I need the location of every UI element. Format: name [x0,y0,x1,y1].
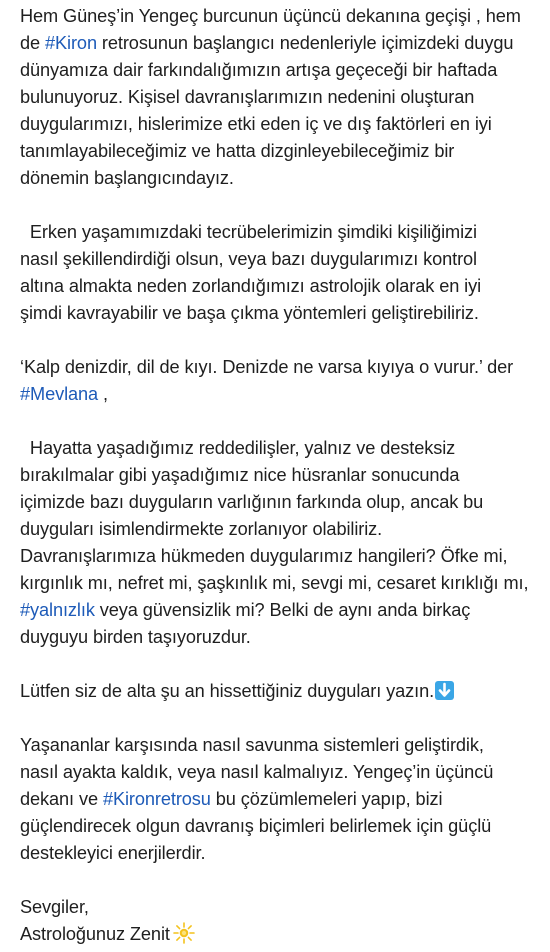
author-name: Astroloğunuz Zenit [20,924,170,944]
text-line [20,678,536,705]
paragraph-6 [20,732,536,867]
text-line: destekleyici enerjilerdir. [20,843,206,863]
text-fragment: veya güvensizlik mi? Belki de aynı anda birkaç [94,600,471,620]
text-line: Erken yaşamımızdaki tecrübelerimizin şimdiki kişiliğimizi [20,222,477,242]
text-line [20,381,536,408]
signoff [20,894,536,948]
text-fragment: de [20,33,45,53]
hashtag-mevlana-link[interactable]: #Mevlana [20,384,99,404]
text-line: bırakılmalar gibi yaşadığımız nice hüsranlar sonucunda [20,465,460,485]
text-fragment: dekanı ve [20,789,103,809]
text-line: duyguları isimlendirmekte zorlanıyor olabiliriz. [20,519,383,539]
text-line [20,597,536,624]
text-line: nasıl şekillendirdiği olsun, veya bazı duygularımızı kontrol [20,249,478,269]
text-line: duyguyu birden taşıyoruzdur. [20,627,251,647]
text-line: tanımlayabileceğimiz ve hatta dizginleyebileceğimiz bir [20,141,455,161]
down-arrow-emoji-icon [435,681,454,700]
paragraph-1 [20,3,536,192]
signoff-author [20,921,536,948]
paragraph-3-quote [20,354,536,408]
signoff-greeting: Sevgiler, [20,897,89,917]
text-fragment: retrosunun başlangıcı nedenleriyle içimizdeki duygu [96,33,514,53]
text-fragment: Lütfen siz de alta şu an hissettiğiniz duyguları yazın. [20,681,435,701]
text-line: şimdi kavrayabilir ve başa çıkma yöntemleri geliştirebiliriz. [20,303,479,323]
text-fragment: , [98,384,108,404]
hashtag-kironretrosu-link[interactable]: #Kironretrosu [102,789,211,809]
text-line: içimizde bazı duyguların varlığının farkında olup, ancak bu [20,492,484,512]
text-line [20,30,536,57]
paragraph-4 [20,435,536,651]
text-line: Yaşananlar karşısında nasıl savunma sistemleri geliştirdik, [20,735,484,755]
paragraph-5 [20,678,536,705]
text-line [20,786,536,813]
text-line: dönemin başlangıcındayız. [20,168,234,188]
hashtag-kiron-link[interactable]: #Kiron [44,33,97,53]
text-line: ‘Kalp denizdir, dil de kıyı. Denizde ne varsa kıyıya o vurur.’ der [20,357,514,377]
text-fragment: bu çözümlemeleri yapıp, bizi [210,789,443,809]
text-line: Davranışlarımıza hükmeden duygularımız hangileri? Öfke mi, [20,546,508,566]
sun-sparkle-emoji-icon [173,922,195,944]
text-line: duygularımızı, hislerimize etki eden iç ve dış faktörleri en iyi [20,114,492,134]
text-line: dünyamıza dair farkındalığımızın artışa geçeceği bir haftada [20,60,498,80]
text-line: Hem Güneş’in Yengeç burcunun üçüncü dekanına geçişi , hem [20,6,521,26]
text-line: bulunuyoruz. Kişisel davranışlarımızın nedenini oluşturan [20,87,475,107]
text-line: Hayatta yaşadığımız reddedilişler, yalnız ve desteksiz [20,438,456,458]
text-line: nasıl ayakta kaldık, veya nasıl kalmalıyız. Yengeç’in üçüncü [20,762,494,782]
paragraph-2 [20,219,536,327]
text-line: güçlendirecek olgun davranış biçimleri belirlemek için güçlü [20,816,492,836]
text-line: altına almakta neden zorlandığımızı astrolojik olarak en iyi [20,276,482,296]
text-line: kırgınlık mı, nefret mi, şaşkınlık mi, sevgi mi, cesaret kırıklığı mı, [20,573,529,593]
hashtag-yalnizlik-link[interactable]: #yalnızlık [20,600,95,620]
